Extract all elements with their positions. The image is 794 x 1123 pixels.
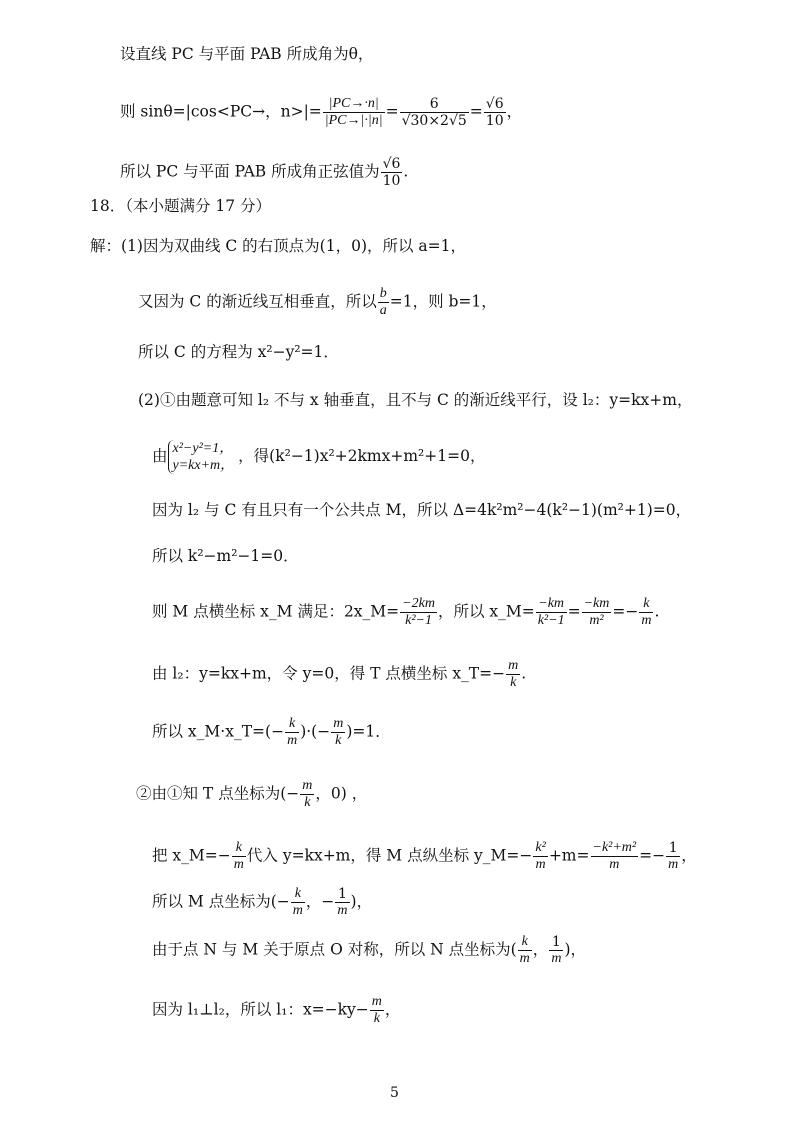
fraction: $\frac{√6}{10}$ xyxy=(382,156,401,189)
fraction: $\frac{k}{m}$ xyxy=(292,886,303,918)
text-line: 把 x_M=− $\frac{k}{m}$ 代入 y=kx+m，得 M 点纵坐标 y_M=− $\frac{\text{k²}}{m}$ +m= $\frac{\text{−k²+m²}}{m}$ =− $\frac{1}{m}$ ， xyxy=(152,840,697,872)
text-line: 解：(1)因为双曲线 C 的右顶点为(1，0)，所以 a=1， xyxy=(90,237,467,255)
fraction: $\frac{1}{m}$ xyxy=(551,934,562,966)
text-line: 所以 C 的方程为 x²−y²=1． xyxy=(138,343,339,361)
text-line: ②由①知 T 点坐标为(− $\frac{m}{k}$ ，0) ， xyxy=(136,778,368,810)
equation-system: x²−y²=1， y=kx+m， xyxy=(168,440,235,474)
text-line: 所以 M 点坐标为(− $\frac{k}{m}$ ，− $\frac{1}{m}$ )， xyxy=(152,886,373,918)
text-line: 则 M 点横坐标 x_M 满足：2x_M= $\frac{-2km}{\text{k²−1}}$ ，所以 x_M= $\frac{-km}{\text{k²−1}}$ = $\frac{-km}{\text{m²}}$ =− $\frac{k}{m}$ . xyxy=(152,596,660,628)
fraction: $\frac{m}{k}$ xyxy=(508,658,519,690)
fraction: $\frac{√6}{10}$ xyxy=(485,96,504,129)
fraction: $\frac{-km}{\text{k²−1}}$ xyxy=(537,596,565,628)
problem-header: 18．（本小题满分 17 分） xyxy=(90,197,272,215)
text-line: 由于点 N 与 M 关于原点 O 对称，所以 N 点坐标为( $\frac{k}{m}$ ， $\frac{1}{m}$ )， xyxy=(152,934,586,966)
text-line xyxy=(120,44,373,64)
fraction: $\frac{1}{m}$ xyxy=(337,886,348,918)
text-line: 所以 k²−m²−1=0． xyxy=(152,547,299,565)
fraction: $\frac{k}{m}$ xyxy=(287,716,298,748)
text-line: 所以 PC 与平面 PAB 所成角正弦值为 $\frac{√6}{10}$ . xyxy=(120,156,409,189)
text-line: 所以 x_M·x_T=(− $\frac{k}{m}$ )·(− $\frac{m}{k}$ )=1． xyxy=(152,716,391,748)
text-line: 由 x²−y²=1， y=kx+m， ，得(k²−1)x²+2kmx+m²+1=0， xyxy=(152,441,486,473)
fraction: $\frac{m}{k}$ xyxy=(333,716,344,748)
fraction: $\frac{6}{√30\times 2√5}$ xyxy=(401,96,467,129)
fraction: $\frac{-2km}{\text{k²−1}}$ xyxy=(402,596,435,628)
text-line: (2)①由题意可知 l₂ 不与 x 轴垂直，且不与 C 的渐近线平行，设 l₂：y=kx+m， xyxy=(138,391,693,409)
text-line: 由 l₂：y=kx+m，令 y=0，得 T 点横坐标 x_T=− $\frac{m}{k}$ . xyxy=(152,658,527,690)
fraction: $\frac{\text{k²}}{m}$ xyxy=(535,840,546,872)
fraction: $\frac{-km}{\text{m²}}$ xyxy=(583,596,610,628)
fraction: $\frac{|PC\to\cdot n|}{|PC\to|\cdot|n|}$ xyxy=(324,96,383,128)
fraction: $\frac{1}{m}$ xyxy=(668,840,679,872)
text-line: 因为 l₂ 与 C 有且只有一个公共点 M，所以 Δ=4k²m²−4(k²−1)(m²+1)=0， xyxy=(152,501,692,519)
fraction: $\frac{k}{m}$ xyxy=(519,934,530,966)
text-line: 因为 l₁⊥l₂，所以 l₁：x=−ky− $\frac{m}{k}$ ， xyxy=(152,994,401,1026)
fraction: $\frac{b}{a}$ xyxy=(379,286,387,318)
text-line: 则 sinθ=|cos<PC→，n>|= $\frac{|PC\to\cdot n|}{|PC\to|\cdot|n|}$ = $\frac{6}{√30\times 2√5}$ = $\frac{√6}{10}$ ， xyxy=(120,96,523,129)
fraction: $\frac{k}{m}$ xyxy=(641,596,652,628)
text: 则 sinθ=|cos<PC→，n>|= xyxy=(120,102,322,121)
page-number: 5 xyxy=(390,1085,399,1101)
fraction: $\frac{m}{k}$ xyxy=(302,778,313,810)
text-line: 又因为 C 的渐近线互相垂直，所以 $\frac{b}{a}$ =1，则 b=1， xyxy=(138,286,497,318)
fraction: $\frac{\text{−k²+m²}}{m}$ xyxy=(592,840,637,872)
fraction: $\frac{k}{m}$ xyxy=(233,840,244,872)
fraction: $\frac{m}{k}$ xyxy=(371,994,382,1026)
text: 设直线 PC 与平面 PAB 所成角为θ， xyxy=(120,45,374,63)
